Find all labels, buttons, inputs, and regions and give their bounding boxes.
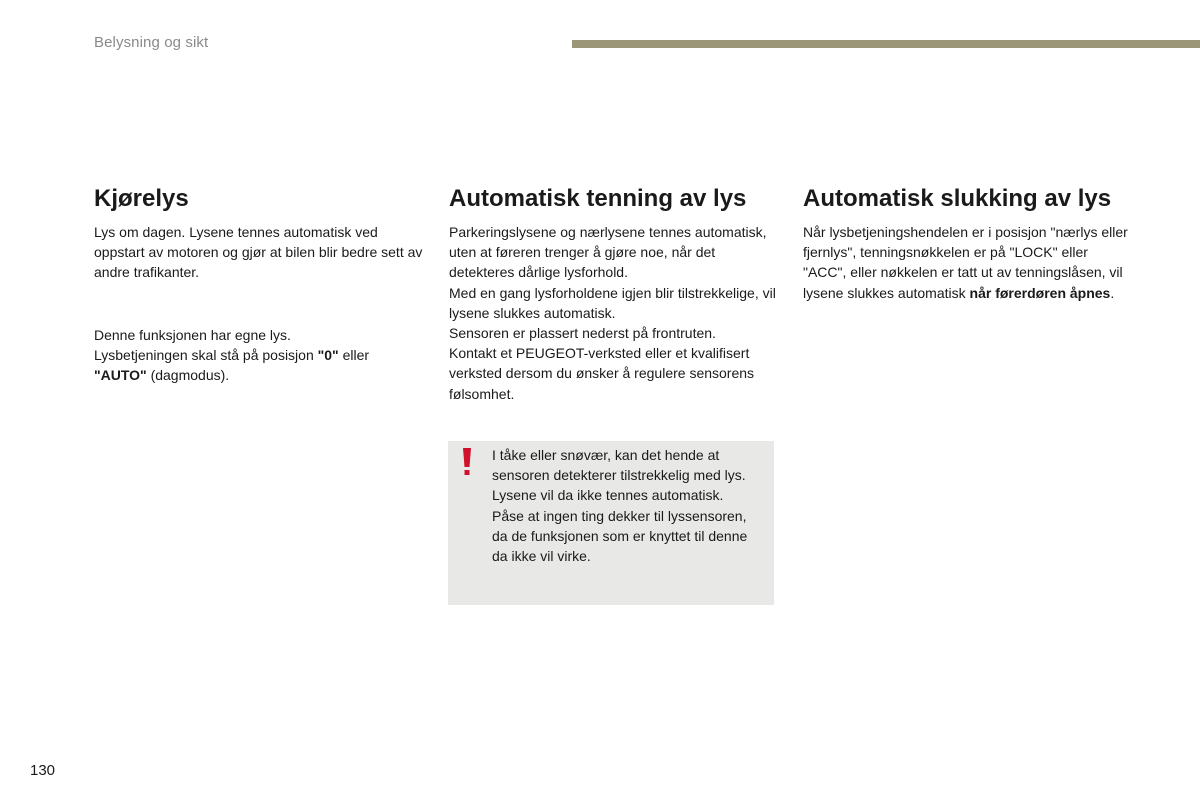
position-auto-label: "AUTO": [94, 367, 147, 384]
auto-lights-off-text-a: Når lysbetjeningshendelen er i posisjon "nærlys eller fjernlys", tenningsnøkkelen er på "LOCK" eller "ACC", eller nøkkelen er tatt ut av tenningslåsen, vil lysene slukkes automatisk: [803, 224, 1128, 301]
column-auto-lights-off: [803, 182, 1133, 303]
heading-auto-lights-on: Automatisk tenning av lys: [449, 185, 747, 212]
daytime-lights-paragraph: Lys om dagen. Lysene tennes automatisk ved oppstart av motoren og gjør at bilen blir bedre sett av andre trafikanter.: [94, 224, 423, 281]
header-rule: [572, 40, 1200, 48]
auto-lights-on-paragraph: Parkeringslysene og nærlysene tennes automatisk, uten at føreren trenger å gjøre noe, når det detekteres dårlige lysforhold.: [449, 224, 767, 281]
heading-auto-lights-off: Automatisk slukking av lys: [803, 185, 1112, 212]
auto-lights-off-paragraph: [803, 222, 1133, 303]
column-daytime-lights: [94, 182, 424, 385]
position-zero-label: "0": [317, 346, 339, 363]
warning-line2: Påse at ingen ting dekker til lyssensoren, da de funksjonen som er knyttet til denne da ikke vil virke.: [492, 507, 748, 565]
auto-lights-off-bold: når førerdøren åpnes: [969, 284, 1111, 301]
warning-line1: I tåke eller snøvær, kan det hende at sensoren detekterer tilstrekkelig med lys. Lysene vil da ikke tennes automatisk.: [492, 447, 746, 504]
daytime-lights-note-text-b: eller: [338, 346, 370, 363]
warning-box: [448, 441, 774, 605]
column-auto-lights-on: [449, 182, 779, 404]
daytime-lights-note-text-a: Lysbetjeningen skal stå på posisjon: [94, 346, 318, 363]
section-title: Belysning og sikt: [94, 34, 209, 51]
page-number: 130: [30, 762, 56, 779]
exclamation-icon: [460, 446, 474, 478]
auto-lights-off-text-b: .: [1110, 284, 1115, 301]
daytime-lights-note: [94, 325, 424, 386]
auto-lights-on-line3: Sensoren er plassert nederst på frontruten.: [449, 325, 716, 342]
daytime-lights-note-line1: Denne funksjonen har egne lys.: [94, 326, 291, 343]
daytime-lights-note-text-c: (dagmodus).: [146, 367, 230, 384]
warning-text: [492, 445, 764, 566]
auto-lights-on-line4: Kontakt et PEUGEOT-verksted eller et kvalifisert verksted dersom du ønsker å regulere sensorens følsomhet.: [449, 345, 755, 402]
auto-lights-on-line2: Med en gang lysforholdene igjen blir tilstrekkelige, vil lysene slukkes automatisk.: [449, 284, 776, 321]
heading-daytime-lights: Kjørelys: [94, 185, 189, 212]
